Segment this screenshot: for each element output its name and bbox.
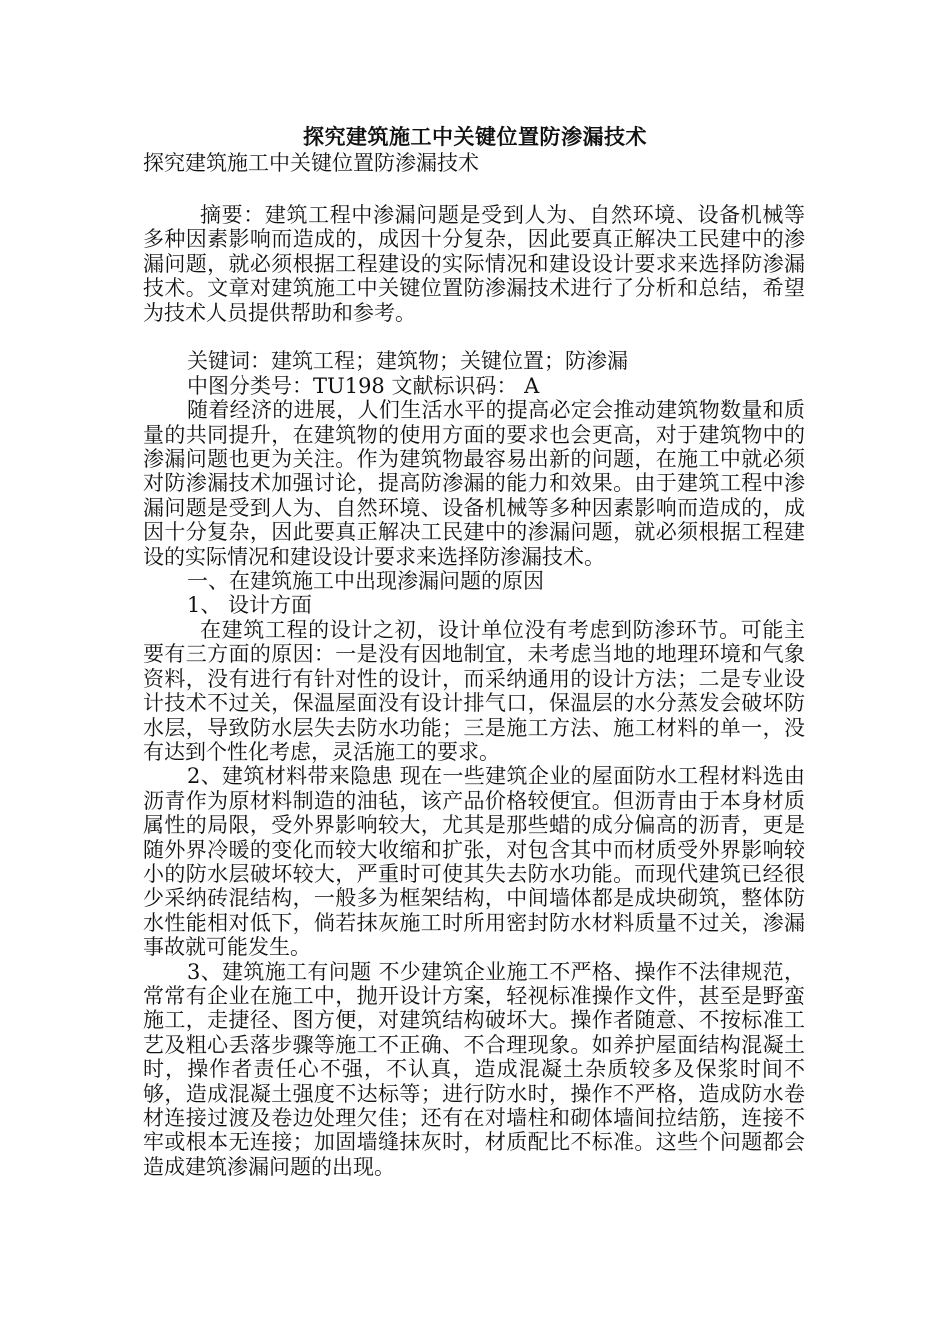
keywords-line: 关键词：建筑工程；建筑物；关键位置；防渗漏 <box>187 349 628 374</box>
page-subtitle: 探究建筑施工中关键位置防渗漏技术 <box>143 151 479 175</box>
intro-paragraph: 随着经济的进展，人们生活水平的提高必定会推动建筑物数量和质量的共同提升，在建筑物的使用方面的要求也会更高，对于建筑物中的渗漏问题也更为关注。作为建筑物最容易出新的问题，在施工中就必须对防渗漏技术加强讨论，提高防渗漏的能力和效果。由于建筑工程中渗漏问题是受到人为、自然环境、设备机械等多种因素影响而造成的，成因十分复杂，因此要真正解决工民建中的渗漏问题，就必须根据工程建设的实际情况和建设设计要求来选择防渗漏技术。 <box>143 398 805 569</box>
spacer <box>143 325 805 349</box>
materials-paragraph: 2、建筑材料带来隐患 现在一些建筑企业的屋面防水工程材料选由沥青作为原材料制造的油毡，该产品价格较便宜。但沥青由于本身材质属性的局限，受外界影响较大，尤其是那些蜡的成分偏高的沥青，更是随外界冷暖的变化而较大收缩和扩张，对包含其中而材质受外界影响较小的防水层破坏较大，严重时可使其失去防水功能。而现代建筑已经很少采纳砖混结构，一般多为框架结构，中间墙体都是成块砌筑，整体防水性能相对低下，倘若抹灰施工时所用密封防水材料质量不过关，渗漏事故就可能发生。 <box>143 764 805 960</box>
subsection-heading: 1、 设计方面 <box>187 593 313 618</box>
section-heading: 一、在建筑施工中出现渗漏问题的原因 <box>187 569 544 594</box>
document-body <box>143 203 805 1179</box>
classification-line: 中图分类号：TU198 文献标识码： A <box>187 373 540 398</box>
page-title: 探究建筑施工中关键位置防渗漏技术 <box>303 124 647 149</box>
design-paragraph: 在建筑工程的设计之初，设计单位没有考虑到防渗环节。可能主要有三方面的原因：一是没有因地制宜，未考虑当地的地理环境和气象资料，没有进行有针对性的设计，而采纳通用的设计方法；二是专业设计技术不过关，保温屋面没有设计排气口，保温层的水分蒸发会破坏防水层，导致防水层失去防水功能；三是施工方法、施工材料的单一，没有达到个性化考虑，灵活施工的要求。 <box>143 617 805 764</box>
construction-paragraph: 3、建筑施工有问题 不少建筑企业施工不严格、操作不法律规范，常常有企业在施工中，抛开设计方案，轻视标准操作文件，甚至是野蛮施工，走捷径、图方便，对建筑结构破坏大。操作者随意、不按标准工艺及粗心丢落步骤等施工不正确、不合理现象。如养护屋面结构混凝土时，操作者责任心不强，不认真，造成混凝土杂质较多及保浆时间不够，造成混凝土强度不达标等；进行防水时，操作不严格，造成防水卷材连接过渡及卷边处理欠佳；还有在对墙柱和砌体墙间拉结筋，连接不牢或根本无连接；加固墙缝抹灰时，材质配比不标准。这些个问题都会造成建筑渗漏问题的出现。 <box>143 959 805 1179</box>
abstract-paragraph: 摘要：建筑工程中渗漏问题是受到人为、自然环境、设备机械等多种因素影响而造成的，成因十分复杂，因此要真正解决工民建中的渗漏问题，就必须根据工程建设的实际情况和建设设计要求来选择防渗漏技术。文章对建筑施工中关键位置防渗漏技术进行了分析和总结，希望为技术人员提供帮助和参考。 <box>143 203 805 325</box>
